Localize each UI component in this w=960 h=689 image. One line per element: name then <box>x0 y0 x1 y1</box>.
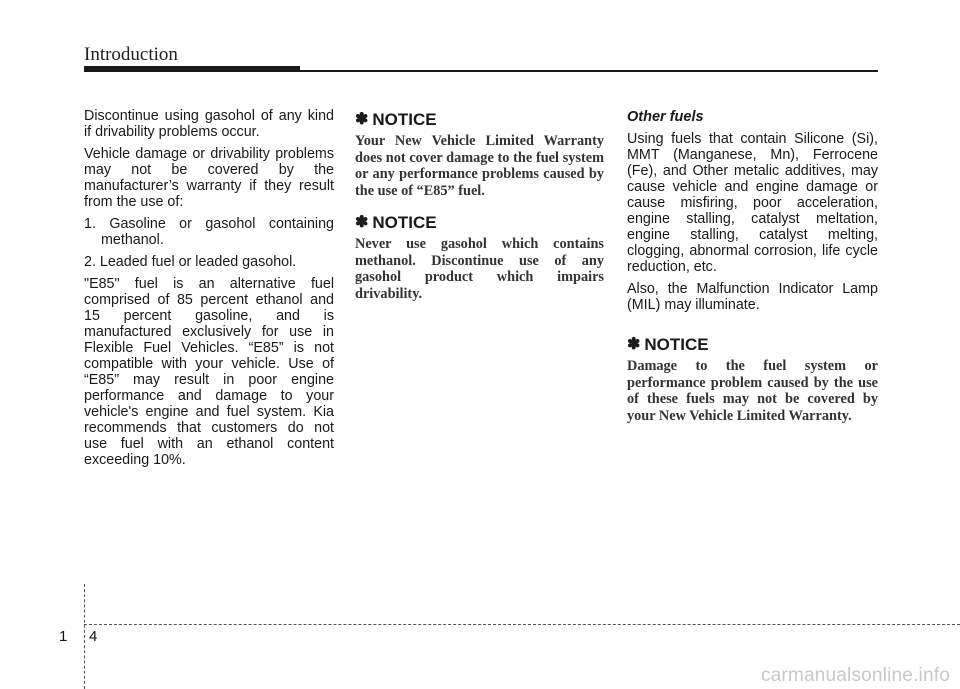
fuel-list <box>84 216 334 270</box>
page-header-title: Introduction <box>84 44 178 65</box>
notice-heading <box>355 213 604 233</box>
paragraph-discontinue: Discontinue using gasohol of any kind if drivability problems occur. <box>84 108 334 140</box>
spacer <box>627 319 878 335</box>
notice-label: NOTICE <box>644 335 709 354</box>
column-2 <box>355 110 604 316</box>
paragraph-e85: "E85" fuel is an alternative fuel comprised of 85 percent ethanol and 15 percent gasoline, and is manufactured exclusively for use in Flexible Fuel Vehicles. “E85” is not compatible with your vehicle. Use of “E85” may result in poor engine performance and damage to your vehicle's engine and fuel system. Kia recommends that customers do not use fuel with an ethanol content exceeding 10%. <box>84 276 334 468</box>
chapter-number: 1 <box>59 628 68 645</box>
notice-label: NOTICE <box>372 110 437 129</box>
notice-text-warranty-e85: Your New Vehicle Limited Warranty does not cover damage to the fuel system or any performance problems caused by the use of “E85” fuel. <box>355 133 604 199</box>
notice-text-methanol: Never use gasohol which contains methanol. Discontinue use of any gasohol product which impairs drivability. <box>355 236 604 302</box>
header-rule-thin <box>300 70 878 72</box>
list-item: 2. Leaded fuel or leaded gasohol. <box>84 254 297 270</box>
watermark: carmanualsonline.info <box>760 665 950 686</box>
paragraph-other-fuels: Using fuels that contain Silicone (Si), MMT (Manganese, Mn), Ferrocene (Fe), and Other metalic additives, may cause vehicle and engine damage or cause misfiring, poor acceleration, engine stalling, catalyst meltation, engine stalling, catalyst melting, clogging, abnormal corrosion, life cycle reduction, etc. <box>627 131 878 275</box>
section-heading-other-fuels: Other fuels <box>627 109 704 125</box>
notice-heading <box>355 110 604 130</box>
paragraph-mil: Also, the Malfunction Indicator Lamp (MIL) may illuminate. <box>627 281 878 313</box>
notice-text-fuel-system-damage: Damage to the fuel system or performance problem caused by the use of these fuels may not be covered by your New Vehicle Limited Warranty. <box>627 358 878 424</box>
asterisk-icon: ✽ <box>627 336 641 353</box>
asterisk-icon: ✽ <box>355 214 369 231</box>
page-number: 4 <box>89 628 98 645</box>
notice-label: NOTICE <box>372 213 437 232</box>
notice-heading <box>627 335 878 355</box>
header-rule-thick <box>84 66 300 72</box>
asterisk-icon: ✽ <box>355 111 369 128</box>
column-1 <box>84 108 334 474</box>
column-3 <box>627 108 878 438</box>
footer-dashed-rule <box>84 624 960 625</box>
list-item: 1. Gasoline or gasohol containing methanol. <box>84 216 334 248</box>
paragraph-vehicle-damage: Vehicle damage or drivability problems may not be covered by the manufacturer’s warranty if they result from the use of: <box>84 146 334 210</box>
footer-vertical-rule <box>84 584 85 689</box>
